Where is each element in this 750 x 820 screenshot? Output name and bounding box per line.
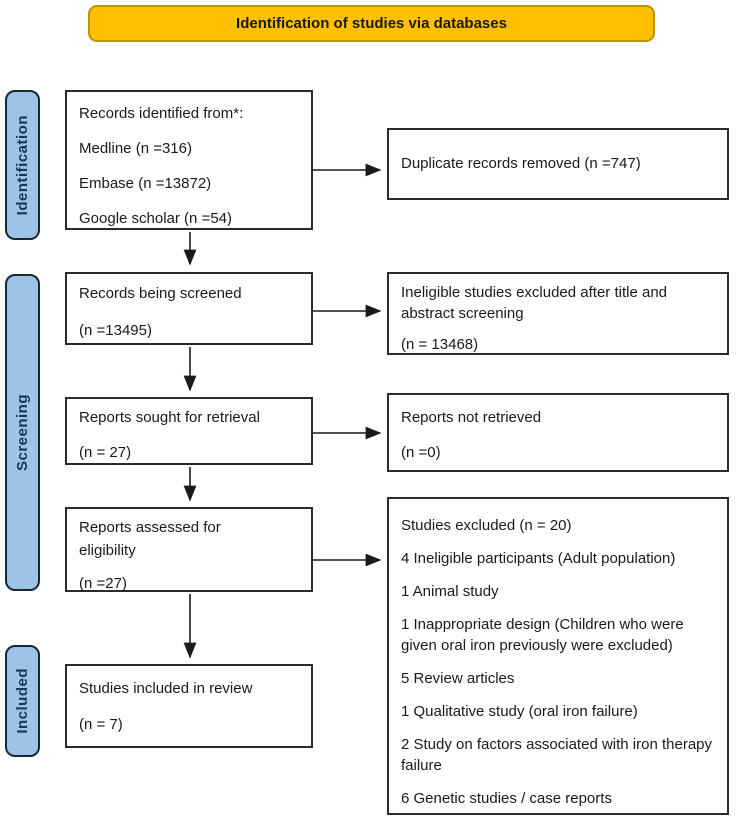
box-text-line: Records identified from*: <box>79 105 244 122</box>
box-text-line: Embase (n =13872) <box>79 175 212 192</box>
box-text-line: 4 Ineligible participants (Adult population) <box>401 550 676 567</box>
box-text-line: Records being screened <box>79 285 242 302</box>
box-text-line: 1 Inappropriate design (Children who were given oral iron previously were excluded) <box>401 616 684 654</box>
box-text-line: Reports assessed for <box>79 519 221 536</box>
box-text-line: (n = 13468) <box>401 336 479 353</box>
diagram-title-banner <box>88 5 655 42</box>
box-studies-included <box>65 664 313 748</box>
stage-label-text: Screening <box>14 393 31 472</box>
stage-label-identification <box>5 90 40 240</box>
box-text-line: Studies excluded (n = 20) <box>401 517 572 534</box>
box-studies-excluded <box>387 497 729 815</box>
box-text-line: 2 Study on factors associated with iron therapy failure <box>401 736 713 774</box>
box-records-screened <box>65 272 313 345</box>
stage-label-screening <box>5 274 40 591</box>
diagram-title: Identification of studies via databases <box>236 15 507 32</box>
box-text-line: (n =13495) <box>79 322 152 339</box>
box-text-line: Ineligible studies excluded after title and abstract screening <box>401 284 668 322</box>
stage-label-included <box>5 645 40 757</box>
box-reports-not-retrieved <box>387 393 729 472</box>
box-text-line: 1 Animal study <box>401 583 499 600</box>
box-text-line: (n = 7) <box>79 716 123 733</box>
box-text-line: 5 Review articles <box>401 670 515 687</box>
box-text-line: Duplicate records removed (n =747) <box>401 155 641 172</box>
stage-label-text: Identification <box>14 114 31 216</box>
box-records-identified <box>65 90 313 230</box>
box-text-line: Studies included in review <box>79 680 253 697</box>
box-ineligible-studies-excluded <box>387 272 729 355</box>
box-text-line: (n =0) <box>401 444 441 461</box>
box-text-line: (n =27) <box>79 575 127 592</box>
stage-label-text: Included <box>14 668 31 734</box>
box-text-line: Medline (n =316) <box>79 140 192 157</box>
box-text-line: Reports sought for retrieval <box>79 409 260 426</box>
box-text-line: Google scholar (n =54) <box>79 210 233 227</box>
box-duplicate-records-removed <box>387 128 729 200</box>
box-text-line: 1 Qualitative study (oral iron failure) <box>401 703 638 720</box>
box-reports-sought <box>65 397 313 465</box>
box-reports-assessed <box>65 507 313 592</box>
box-text-line: eligibility <box>79 542 136 559</box>
box-text-line: 6 Genetic studies / case reports <box>401 790 612 807</box>
box-text-line: (n = 27) <box>79 444 132 461</box>
box-text-line: Reports not retrieved <box>401 409 542 426</box>
